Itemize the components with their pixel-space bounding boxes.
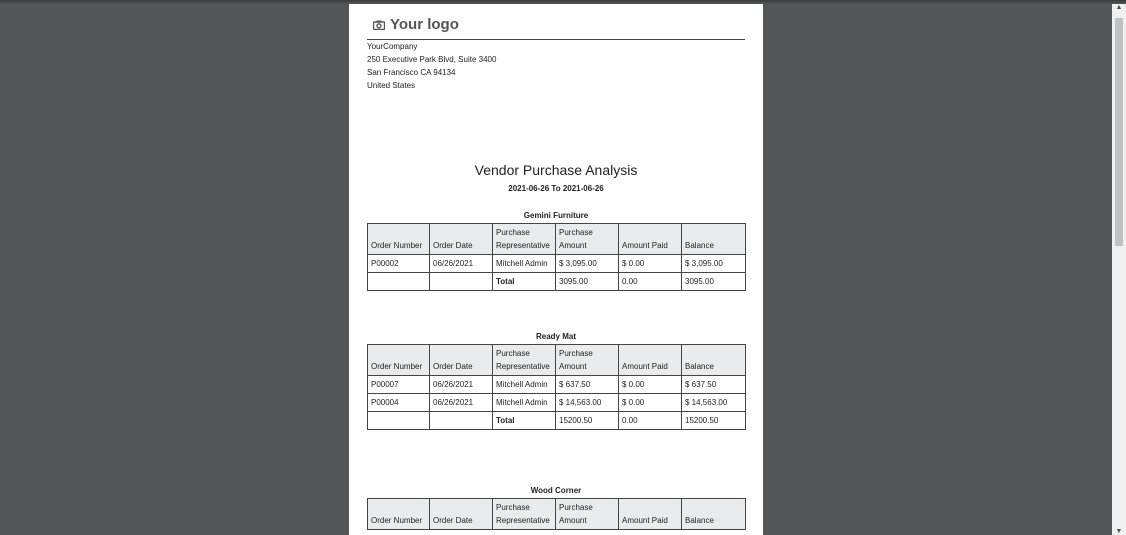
purchase-rep: Mitchell Admin [493, 376, 556, 394]
company-city: San Francisco CA 94134 [367, 68, 456, 77]
col-header: Purchase Representative [493, 345, 556, 376]
table-header-row [368, 499, 746, 530]
company-street: 250 Executive Park Blvd, Suite 3400 [367, 55, 497, 64]
balance: $ 14,563.00 [682, 394, 746, 412]
purchase-amount: $ 637.50 [556, 376, 619, 394]
scroll-down-arrow-icon[interactable]: ▼ [1115, 528, 1123, 535]
amount-paid: $ 0.00 [619, 255, 682, 273]
vendor-name: Ready Mat [535, 332, 576, 341]
scroll-up-arrow-icon[interactable]: ▲ [1115, 4, 1123, 11]
amount-paid: $ 0.00 [619, 394, 682, 412]
vertical-scrollbar[interactable] [1112, 4, 1126, 535]
table-header-row [368, 345, 746, 376]
report-title: Vendor Purchase Analysis [474, 162, 638, 178]
total-label: Total [493, 412, 556, 430]
total-paid: 0.00 [619, 273, 682, 291]
company-address [367, 40, 496, 92]
purchase-rep: Mitchell Admin [493, 394, 556, 412]
col-header: Amount Paid [619, 499, 682, 530]
company-logo [373, 16, 459, 33]
purchase-rep: Mitchell Admin [493, 255, 556, 273]
table-row [368, 394, 746, 412]
order-number: P00007 [368, 376, 430, 394]
table-header-row [368, 224, 746, 255]
col-header: Order Date [430, 224, 493, 255]
col-header: Balance [682, 345, 746, 376]
amount-paid: $ 0.00 [619, 376, 682, 394]
table-row [368, 376, 746, 394]
total-row [368, 412, 746, 430]
col-header: Order Date [430, 499, 493, 530]
col-header: Order Date [430, 345, 493, 376]
col-header: Purchase Amount [556, 345, 619, 376]
balance: $ 3,095.00 [682, 255, 746, 273]
purchase-amount: $ 3,095.00 [556, 255, 619, 273]
total-label: Total [493, 273, 556, 291]
total-balance: 3095.00 [682, 273, 746, 291]
col-header: Balance [682, 499, 746, 530]
report-date-range: 2021-06-26 To 2021-06-26 [508, 184, 604, 193]
col-header: Purchase Amount [556, 499, 619, 530]
order-date: 06/26/2021 [430, 376, 493, 394]
col-header: Order Number [368, 345, 430, 376]
total-paid: 0.00 [619, 412, 682, 430]
total-amount: 3095.00 [556, 273, 619, 291]
table-row [368, 255, 746, 273]
balance: $ 637.50 [682, 376, 746, 394]
order-number: P00004 [368, 394, 430, 412]
col-header: Order Number [368, 499, 430, 530]
camera-icon [373, 20, 385, 30]
scrollbar-thumb[interactable] [1115, 18, 1123, 246]
order-date: 06/26/2021 [430, 394, 493, 412]
col-header: Amount Paid [619, 345, 682, 376]
logo-text: Your logo [390, 16, 459, 33]
vendor-table [367, 498, 746, 530]
col-header: Amount Paid [619, 224, 682, 255]
purchase-amount: $ 14,563.00 [556, 394, 619, 412]
order-date: 06/26/2021 [430, 255, 493, 273]
total-row [368, 273, 746, 291]
col-header: Balance [682, 224, 746, 255]
company-country: United States [367, 81, 416, 90]
order-number: P00002 [368, 255, 430, 273]
vendor-name: Wood Corner [530, 486, 582, 495]
company-name: YourCompany [367, 42, 418, 51]
vendor-name: Gemini Furniture [523, 211, 589, 220]
col-header: Purchase Amount [556, 224, 619, 255]
vendor-table [367, 344, 746, 430]
col-header: Purchase Representative [493, 499, 556, 530]
col-header: Purchase Representative [493, 224, 556, 255]
vendor-table [367, 223, 746, 291]
total-balance: 15200.50 [682, 412, 746, 430]
report-page [349, 4, 763, 535]
total-amount: 15200.50 [556, 412, 619, 430]
col-header: Order Number [368, 224, 430, 255]
